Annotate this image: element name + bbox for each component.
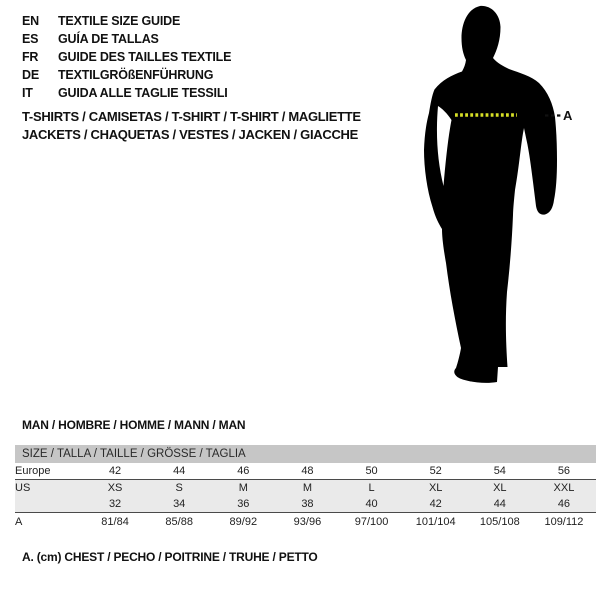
table-cell: XL bbox=[428, 482, 443, 494]
measure-label-a: A bbox=[563, 108, 573, 123]
category-list bbox=[22, 108, 361, 144]
table-row-chest bbox=[15, 513, 596, 531]
table-cell: 101/104 bbox=[415, 516, 456, 528]
man-silhouette bbox=[424, 6, 557, 383]
table-cell: L bbox=[368, 482, 375, 494]
footnote-chest-measurement: A. (cm) CHEST / PECHO / POITRINE / TRUHE / PETTO bbox=[22, 550, 318, 564]
language-label: GUÍA DE TALLAS bbox=[58, 32, 159, 46]
table-cell: 34 bbox=[173, 498, 186, 510]
language-row bbox=[22, 48, 231, 66]
language-row bbox=[22, 66, 231, 84]
table-cell: 48 bbox=[301, 465, 314, 477]
category-jackets: JACKETS / CHAQUETAS / VESTES / JACKEN / GIACCHE bbox=[22, 127, 358, 142]
size-table bbox=[15, 445, 596, 531]
table-row-us bbox=[15, 480, 596, 496]
language-row bbox=[22, 84, 231, 102]
row-label: A bbox=[15, 516, 23, 528]
table-cell: 54 bbox=[493, 465, 506, 477]
table-cell: 97/100 bbox=[354, 516, 389, 528]
table-cell: 32 bbox=[108, 498, 122, 510]
table-cell: 81/84 bbox=[101, 516, 129, 528]
table-cell: 105/108 bbox=[479, 516, 520, 528]
table-cell: 85/88 bbox=[165, 516, 193, 528]
man-silhouette-figure bbox=[410, 0, 575, 400]
row-label: US bbox=[15, 482, 31, 494]
language-label: GUIDA ALLE TAGLIE TESSILI bbox=[58, 86, 228, 100]
language-label: GUIDE DES TAILLES TEXTILE bbox=[58, 50, 232, 64]
language-row bbox=[22, 12, 231, 30]
table-cell: 40 bbox=[365, 498, 378, 510]
table-cell: XS bbox=[107, 482, 123, 494]
category-tshirts: T-SHIRTS / CAMISETAS / T-SHIRT / T-SHIRT / MAGLIETTE bbox=[22, 109, 361, 124]
table-cell: 50 bbox=[365, 465, 378, 477]
language-code: FR bbox=[22, 50, 39, 64]
language-row bbox=[22, 30, 231, 48]
table-cell: 44 bbox=[493, 498, 506, 510]
language-code: DE bbox=[22, 68, 39, 82]
table-row-europe bbox=[15, 463, 596, 480]
language-code: IT bbox=[22, 86, 33, 100]
table-cell: 42 bbox=[108, 465, 122, 477]
table-cell: 46 bbox=[557, 498, 571, 510]
table-cell: 93/96 bbox=[293, 516, 322, 528]
language-list bbox=[22, 12, 231, 102]
section-title-man: MAN / HOMBRE / HOMME / MANN / MAN bbox=[22, 418, 246, 432]
table-cell: XXL bbox=[553, 482, 575, 494]
table-cell: 46 bbox=[237, 465, 250, 477]
table-cell: 109/112 bbox=[544, 516, 584, 528]
table-cell: 89/92 bbox=[229, 516, 258, 528]
language-label: TEXTILE SIZE GUIDE bbox=[58, 14, 181, 28]
language-code: EN bbox=[22, 14, 39, 28]
table-cell: 44 bbox=[173, 465, 186, 477]
table-cell: M bbox=[302, 482, 313, 494]
table-cell: 56 bbox=[557, 465, 571, 477]
table-row-uk bbox=[15, 496, 596, 513]
table-cell: S bbox=[175, 482, 183, 494]
table-cell: M bbox=[238, 482, 248, 494]
table-cell: 38 bbox=[301, 498, 314, 510]
table-cell: 42 bbox=[429, 498, 442, 510]
size-table-header: SIZE / TALLA / TAILLE / GRÖSSE / TAGLIA bbox=[15, 445, 596, 463]
language-label: TEXTILGRÖßENFÜHRUNG bbox=[58, 68, 214, 82]
row-label: Europe bbox=[15, 465, 51, 477]
table-cell: XL bbox=[493, 482, 507, 494]
table-cell: 52 bbox=[429, 465, 442, 477]
language-code: ES bbox=[22, 32, 39, 46]
table-cell: 36 bbox=[237, 498, 250, 510]
